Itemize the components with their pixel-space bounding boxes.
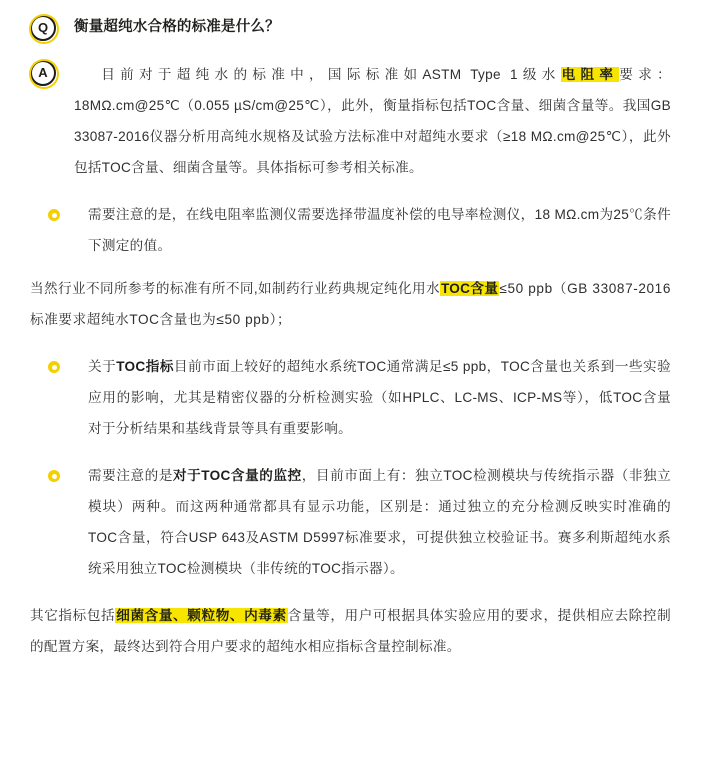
highlight-other-indicators: 细菌含量、颗粒物、内毒素 [116,608,287,623]
toc-monitoring-note [88,460,671,584]
toc-monitor-bold: 对于TOC含量的监控 [172,468,302,483]
toc-text-part1: 当然行业不同所参考的标准有所不同,如制药行业药典规定纯化用水 [30,281,440,296]
other-text-part2: 含量等，用户可根据具体实验应用的要求，提供相应去除控制的配置方案，最终达到符合用户要求的超纯水相应指标含量控制标准。 [30,608,671,654]
toc-index-lead: 关于 [88,359,117,374]
other-text-part1: 其它指标包括 [30,608,116,623]
bullet-dot-icon [48,470,60,482]
list-item [30,460,671,584]
highlight-resistivity: 电阻率 [561,67,619,82]
question-title: 衡量超纯水合格的标准是什么？ [74,19,280,35]
toc-index-bold: TOC指标 [116,359,174,374]
toc-monitor-lead: 需要注意的是 [88,468,173,483]
note-resistivity-meter: 需要注意的是，在线电阻率监测仪需要选择带温度补偿的电导率检测仪，18 MΩ.cm为25℃条件下测定的值。 [88,207,671,253]
list-item [30,351,671,444]
highlight-toc-content: TOC含量 [440,281,499,296]
answer-text-part2: 要求：18MΩ.cm@25℃（0.055 µS/cm@25℃），此外，衡量指标包括TOC含量、细菌含量等。我国GB 33087-2016仪器分析用高纯水规格及试验方法标准中对超纯水要求（≥18 MΩ.cm@25℃），此外包括TOC含量、细菌含量等。具体指标可参考相关标准。 [74,67,671,175]
toc-monitor-rest: ，目前市面上有：独立TOC检测模块与传统指示器（非独立模块）两种。而这两种通常都具有显示功能，区别是：通过独立的充分检测反映实时准确的TOC含量，符合USP 643及ASTM D5997标准要求，可提供独立校验证书。赛多利斯超纯水系统采用独立TOC检测模块（非传统的TOC指示器）。 [88,468,672,576]
other-indicators-paragraph [30,600,671,662]
toc-standard-paragraph [30,273,671,335]
toc-index-note [88,351,671,444]
toc-index-rest: 目前市面上较好的超纯水系统TOC通常满足≤5 ppb，TOC含量也关系到一些实验应用的影响，尤其是精密仪器的分析检测实验（如HPLC、LC-MS、ICP-MS等），低TOC含量对于分析结果和基线背景等具有重要影响。 [88,359,672,436]
bullet-dot-icon [48,209,60,221]
answer-paragraph [56,59,671,183]
list-item [30,199,671,261]
question-badge: Q [30,15,56,41]
toc-text-part2: ≤50 ppb（GB 33087-2016标准要求超纯水TOC含量也为≤50 ppb）； [30,281,672,327]
answer-block [30,59,671,183]
answer-badge: A [30,60,56,86]
answer-text-part1: 目前对于超纯水的标准中，国际标准如ASTM Type 1级水 [101,67,561,82]
bullet-dot-icon [48,361,60,373]
question-block [30,14,671,41]
